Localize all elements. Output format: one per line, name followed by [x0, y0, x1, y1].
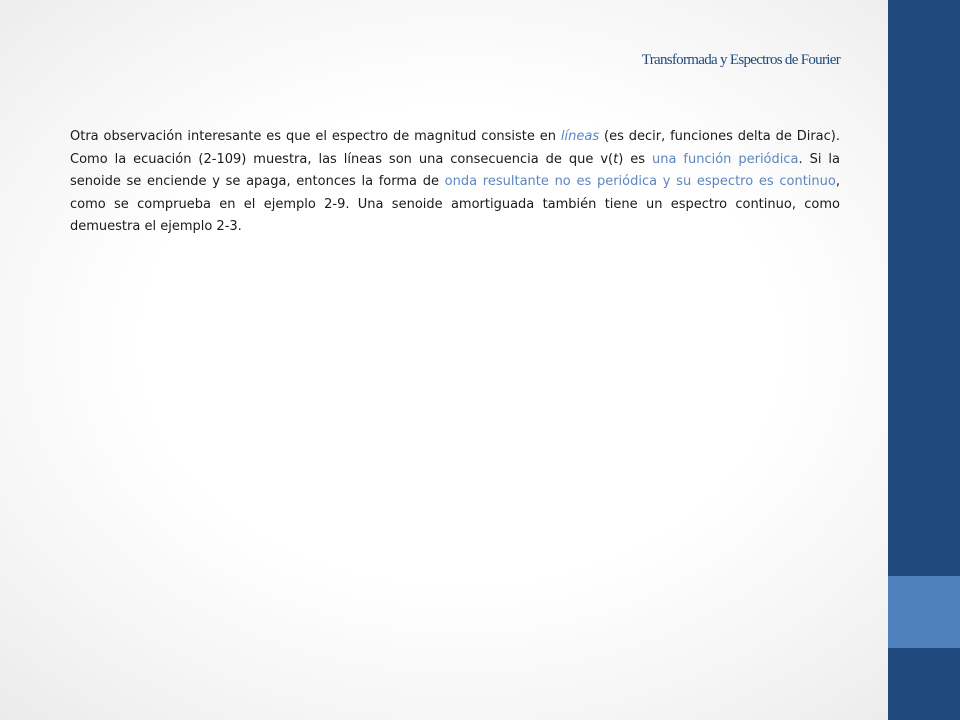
text-segment: . Si la senoide se enciende y se apaga, entonces la forma de [70, 151, 840, 189]
text-segment: ) es [618, 151, 652, 167]
sidebar-accent-block [888, 576, 960, 648]
sidebar-dark-top [888, 0, 960, 576]
text-segment: , como se comprueba en el ejemplo 2-9. Una senoide amortiguada también tiene un espectro continuo, como demuestra el ejemplo 2-3. [70, 174, 840, 234]
highlight-funcion-periodica: una función periódica [651, 151, 799, 167]
body-paragraph [70, 126, 840, 239]
variable-t: t [613, 151, 619, 167]
highlight-onda-resultante: onda resultante no es periódica y su espectro es continuo [444, 174, 836, 189]
text-segment: (es decir, funciones delta de Dirac). Como la ecuación (2-109) muestra, las líneas son una consecuencia de que v( [70, 129, 840, 167]
highlight-lineas: líneas [560, 129, 600, 144]
slide-title: Transformada y Espectros de Fourier [641, 52, 840, 68]
sidebar-dark-bottom [888, 648, 960, 720]
text-segment: Otra observación interesante es que el espectro de magnitud consiste en [70, 129, 561, 144]
